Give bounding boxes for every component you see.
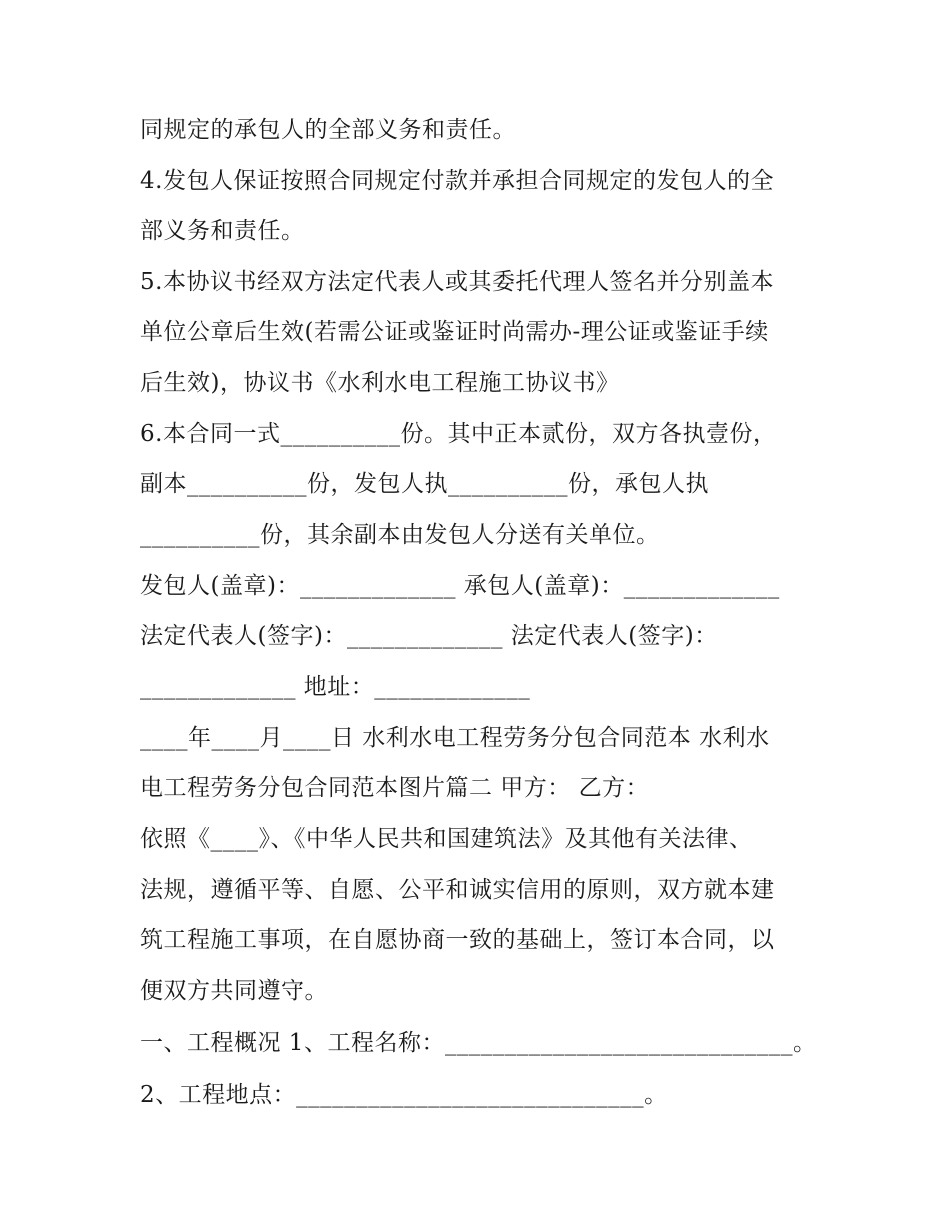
text-line-4: 5.本协议书经双方法定代表人或其委托代理人签名并分别盖本 <box>140 269 774 295</box>
text-line-17: 筑工程施工事项，在自愿协商一致的基础上，签订本合同，以 <box>140 927 775 953</box>
text-line-18: 便双方共同遵守。 <box>140 978 328 1004</box>
text-line-10: 发包人(盖章)：_____________ 承包人(盖章)：_____________ <box>140 573 780 599</box>
text-line-14: 电工程劳务分包合同范本图片篇二 甲方： 乙方： <box>140 775 650 801</box>
text-line-15: 依照《____》、《中华人民共和国建筑法》及其他有关法律、 <box>140 826 753 852</box>
text-line-7: 6.本合同一式__________份。其中正本贰份，双方各执壹份， <box>140 421 777 447</box>
text-line-2: 4.发包人保证按照合同规定付款并承担合同规定的发包人的全 <box>140 168 774 194</box>
text-line-8: 副本__________份，发包人执__________份，承包人执 <box>140 471 709 497</box>
text-line-5: 单位公章后生效(若需公证或鉴证时尚需办-理公证或鉴证手续 <box>140 319 769 345</box>
text-line-16: 法规，遵循平等、自愿、公平和诚实信用的原则，双方就本建 <box>140 877 775 903</box>
document-page <box>140 0 820 1229</box>
text-line-1: 同规定的承包人的全部义务和责任。 <box>140 117 516 143</box>
text-line-9: __________份，其余副本由发包人分送有关单位。 <box>140 522 660 548</box>
text-line-11: 法定代表人(签字)：_____________ 法定代表人(签字)： <box>140 623 718 649</box>
text-line-13: ____年____月____日 水利水电工程劳务分包合同范本 水利水 <box>140 725 770 751</box>
text-line-6: 后生效)，协议书《水利水电工程施工协议书》 <box>140 370 620 396</box>
text-line-19: 一、工程概况 1、工程名称：_____________________________。 <box>140 1030 817 1056</box>
text-line-20: 2、工程地点：_____________________________。 <box>140 1082 668 1108</box>
text-line-3: 部义务和责任。 <box>140 218 305 244</box>
text-line-12: _____________ 地址：_____________ <box>140 674 531 700</box>
